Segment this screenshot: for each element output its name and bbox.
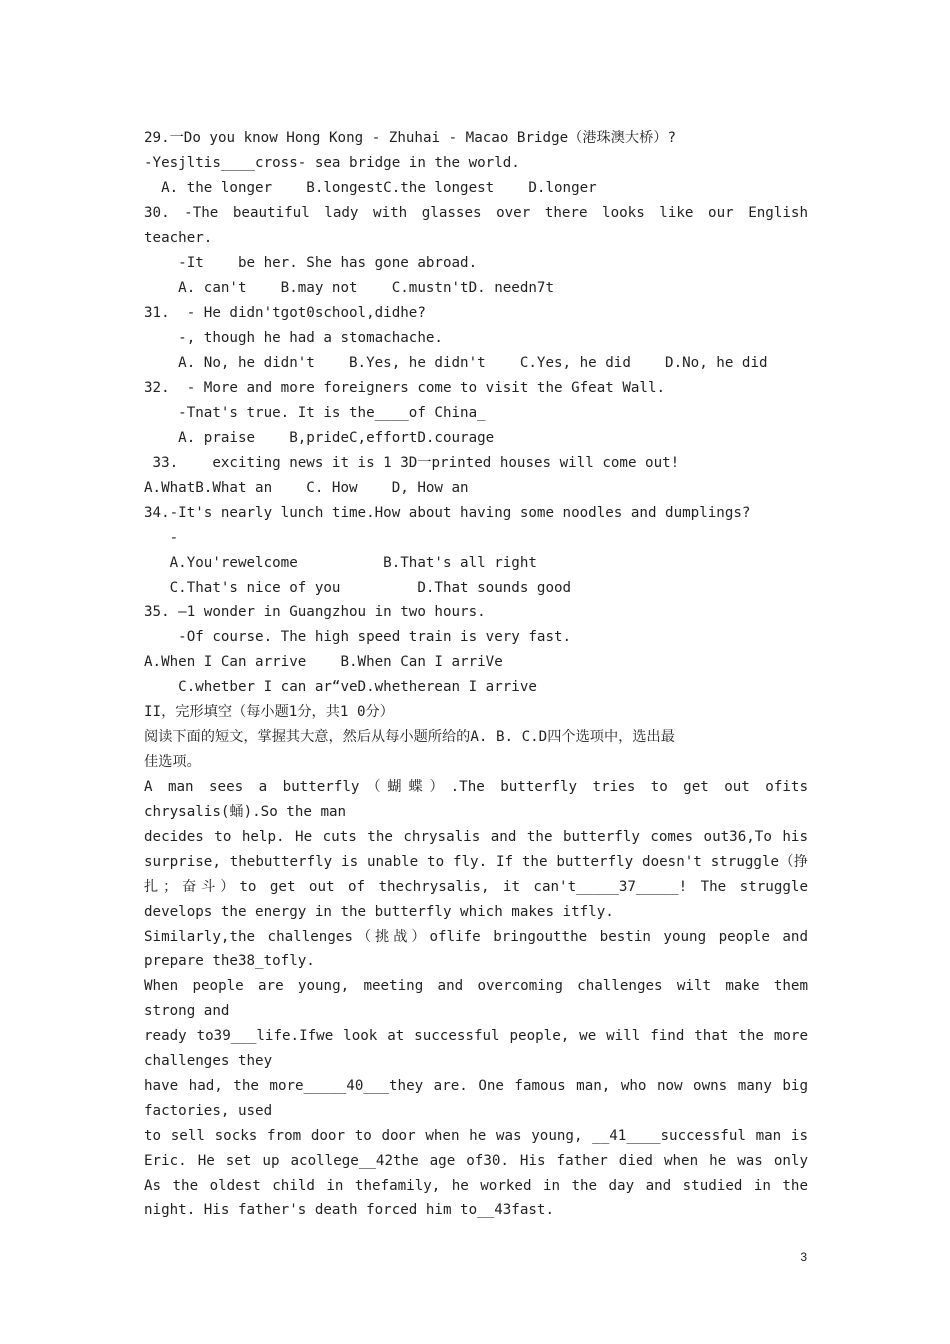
passage-line: As the oldest child in thefamily, he worked in the day and studied in the xyxy=(144,1178,808,1194)
question-30-reply: -It be her. She has gone abroad. xyxy=(144,255,478,271)
passage-line: surprise, thebutterfly is unable to fly. If the butterfly doesn't struggle（挣 xyxy=(144,854,808,870)
question-30-stem: 30. -The beautiful lady with glasses over there looks like our English xyxy=(144,205,808,221)
question-30-stem-cont: teacher. xyxy=(144,230,213,246)
question-35-reply: -Of course. The high speed train is very fast. xyxy=(144,629,572,645)
question-30-options: A. can't B.may not C.mustn'tD. needn7t xyxy=(144,280,554,296)
passage-line: ready to39___life.Ifwe look at successful people, we will find that the more xyxy=(144,1028,808,1044)
passage-line: challenges they xyxy=(144,1053,273,1069)
question-32-reply: -Tnat's true. It is the____of China_ xyxy=(144,405,486,421)
section-instructions-cont: 佳选项。 xyxy=(144,754,201,770)
passage-line: night. His father's death forced him to__43fast. xyxy=(144,1202,554,1218)
section-instructions: 阅读下面的短文，掌握其大意，然后从每小题所给的A. B. C.D四个选项中，选出最 xyxy=(144,729,675,745)
passage-line: decides to help. He cuts the chrysalis and the butterfly comes out36,To his xyxy=(144,829,808,845)
question-32-options: A. praise B,prideC,effortD.courage xyxy=(144,430,495,446)
question-29-options: A. the longer B.longestC.the longest D.longer xyxy=(144,180,597,196)
question-31-options: A. No, he didn't B.Yes, he didn't C.Yes, he did D.No, he did xyxy=(144,355,768,371)
passage-line: A man sees a butterfly（蝴蝶）.The butterfly tries to get out ofits xyxy=(144,779,808,795)
passage-line: When people are young, meeting and overcoming challenges wilt make them xyxy=(144,978,808,994)
question-34-options-ab: A.You'rewelcome B.That's all right xyxy=(144,555,537,571)
question-35-options-ab: A.When I Can arrive B.When Can I arriVe xyxy=(144,654,503,670)
question-29-stem: 29.一Do you know Hong Kong - Zhuhai - Macao Bridge（港珠澳大桥）? xyxy=(144,130,677,146)
passage-line: have had, the more_____40___they are. One famous man, who now owns many big xyxy=(144,1078,808,1094)
question-33-options: A.WhatB.What an C. How D, How an xyxy=(144,480,469,496)
passage-line: strong and xyxy=(144,1003,230,1019)
passage-line: prepare the38_tofly. xyxy=(144,953,315,969)
passage-line: Similarly,the challenges（挑战）oflife bringoutthe bestin young people and xyxy=(144,929,808,945)
passage-line: develops the energy in the butterfly which makes itfly. xyxy=(144,904,614,920)
question-29-reply: -Yesjltis____cross- sea bridge in the world. xyxy=(144,155,520,171)
question-32-stem: 32. - More and more foreigners come to visit the Gfeat Wall. xyxy=(144,380,666,396)
passage-line: factories, used xyxy=(144,1103,273,1119)
question-34-reply: - xyxy=(144,530,179,546)
passage-line: Eric. He set up acollege__42the age of30. His father died when he was only xyxy=(144,1153,808,1169)
page-number: 3 xyxy=(800,1250,807,1264)
passage-line: to sell socks from door to door when he was young, __41____successful man is xyxy=(144,1128,808,1144)
question-35-options-cd: C.whetber I can ar“veD.whetherean I arrive xyxy=(144,679,537,695)
passage-line: chrysalis(蛹).So the man xyxy=(144,804,347,820)
section-heading: II，完形填空（每小题1分，共1 0分） xyxy=(144,704,394,720)
question-31-reply: -, though he had a stomachache. xyxy=(144,330,443,346)
question-34-options-cd: C.That's nice of you D.That sounds good xyxy=(144,580,572,596)
question-31-stem: 31. - He didn'tgot0school,didhe? xyxy=(144,305,426,321)
passage-line: 扎；奋斗）to get out of thechrysalis, it can't_____37_____! The struggle xyxy=(144,879,808,895)
question-35-stem: 35. —1 wonder in Guangzhou in two hours. xyxy=(144,604,486,620)
question-34-stem: 34.-It's nearly lunch time.How about having some noodles and dumplings? xyxy=(144,505,751,521)
question-33-stem: 33. exciting news it is 1 3D一printed houses will come out! xyxy=(144,455,680,471)
